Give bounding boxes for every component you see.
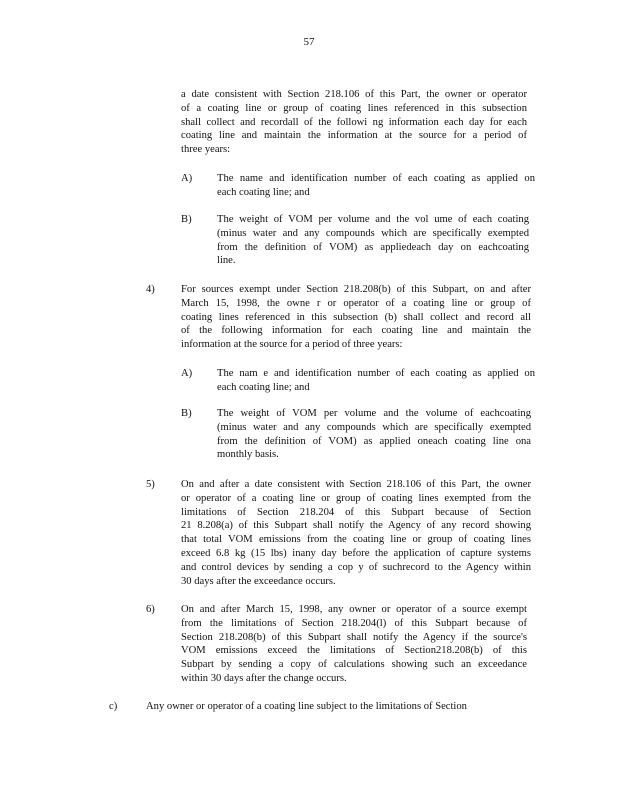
item-line: The weight of VOM per volume and the volume of eachcoating: [217, 408, 531, 419]
intro-item-b: [217, 213, 529, 268]
item-line: from the definition of VOM) as appliedeach day on eachcoating: [217, 241, 529, 253]
item-marker: B): [181, 214, 192, 225]
item-6-paragraph: [181, 603, 527, 686]
item-line: each coating line; and: [217, 381, 310, 393]
page-number: 57: [303, 36, 315, 48]
intro-item-a: [217, 172, 535, 200]
item-line: of the following information for each coating line and maintain the: [181, 325, 531, 337]
intro-paragraph: [181, 88, 527, 157]
item-line: Any owner or operator of a coating line subject to the limitations of Section: [146, 701, 467, 712]
item-line: On and after a date consistent with Section 218.106 of this Part, the owner: [181, 479, 531, 490]
item-line: March 15, 1998, the owne r or operator of a coating line or group of: [181, 297, 531, 309]
item-line: 21 8.208(a) of this Subpart shall notify the Agency of any record showing: [181, 520, 531, 532]
item-4b: [217, 407, 531, 462]
item-4a: [217, 367, 535, 395]
item-line: that total VOM emissions from the coating line or group of coating lines: [181, 534, 531, 546]
item-line: information at the source for a period of three years:: [181, 339, 403, 351]
item-5-paragraph: [181, 478, 531, 588]
item-4-paragraph: [181, 283, 531, 352]
item-line: The nam e and identification number of each coating as applied on: [217, 368, 535, 379]
item-line: The weight of VOM per volume and the vol ume of each coating: [217, 214, 529, 225]
item-marker: A): [181, 368, 193, 379]
item-marker: 5): [146, 479, 155, 490]
item-line: coating lines referenced in this subsection (b) shall collect and record all: [181, 311, 531, 323]
intro-line: of a coating line or group of coating lines referenced in this subsection: [181, 102, 527, 114]
item-line: For sources exempt under Section 218.208(b) of this Subpart, on and after: [181, 284, 531, 295]
item-marker: c): [109, 701, 118, 712]
item-line: 30 days after the exceedance occurs.: [181, 575, 336, 587]
item-line: Subpart by sending a copy of calculations showing such an exceedance: [181, 659, 527, 671]
item-marker: B): [181, 408, 192, 419]
item-line: On and after March 15, 1998, any owner or operator of a source exempt: [181, 604, 527, 615]
item-line: exceed 6.8 kg (15 lbs) inany day before the application of capture systems: [181, 547, 531, 559]
intro-line: three years:: [181, 144, 231, 156]
final-paragraph: [146, 700, 516, 714]
intro-line: shall collect and recordall of the followi ng information each day for each: [181, 116, 527, 128]
item-line: or operator of a coating line or group of coating lines exempted from the: [181, 492, 531, 504]
item-line: Section 218.208(b) of this Subpart shall notify the Agency if the source's: [181, 631, 527, 643]
item-line: limitations of Section 218.204 of this Subpart because of Section: [181, 506, 531, 518]
item-line: and control devices by sending a cop y of suchrecord to the Agency within: [181, 561, 531, 573]
item-line: line.: [217, 255, 236, 267]
item-line: (minus water and any compounds which are specifically exempted: [217, 227, 529, 239]
item-line: The name and identification number of each coating as applied on: [217, 173, 535, 184]
item-line: from the limitations of Section 218.204(l) of this Subpart because of: [181, 617, 527, 629]
item-line: VOM emissions exceed the limitations of Section218.208(b) of this: [181, 645, 527, 657]
item-line: (minus water and any compounds which are specifically exempted: [217, 421, 531, 433]
intro-line: coating line and maintain the information at the source for a period of: [181, 130, 527, 142]
item-marker: 4): [146, 284, 155, 295]
item-line: monthly basis.: [217, 449, 279, 461]
item-marker: A): [181, 173, 193, 184]
item-marker: 6): [146, 604, 155, 615]
item-line: from the definition of VOM) as applied oneach coating line ona: [217, 435, 531, 447]
intro-line: a date consistent with Section 218.106 of this Part, the owner or operator: [181, 89, 527, 100]
item-line: within 30 days after the change occurs.: [181, 672, 347, 684]
item-line: each coating line; and: [217, 186, 310, 198]
